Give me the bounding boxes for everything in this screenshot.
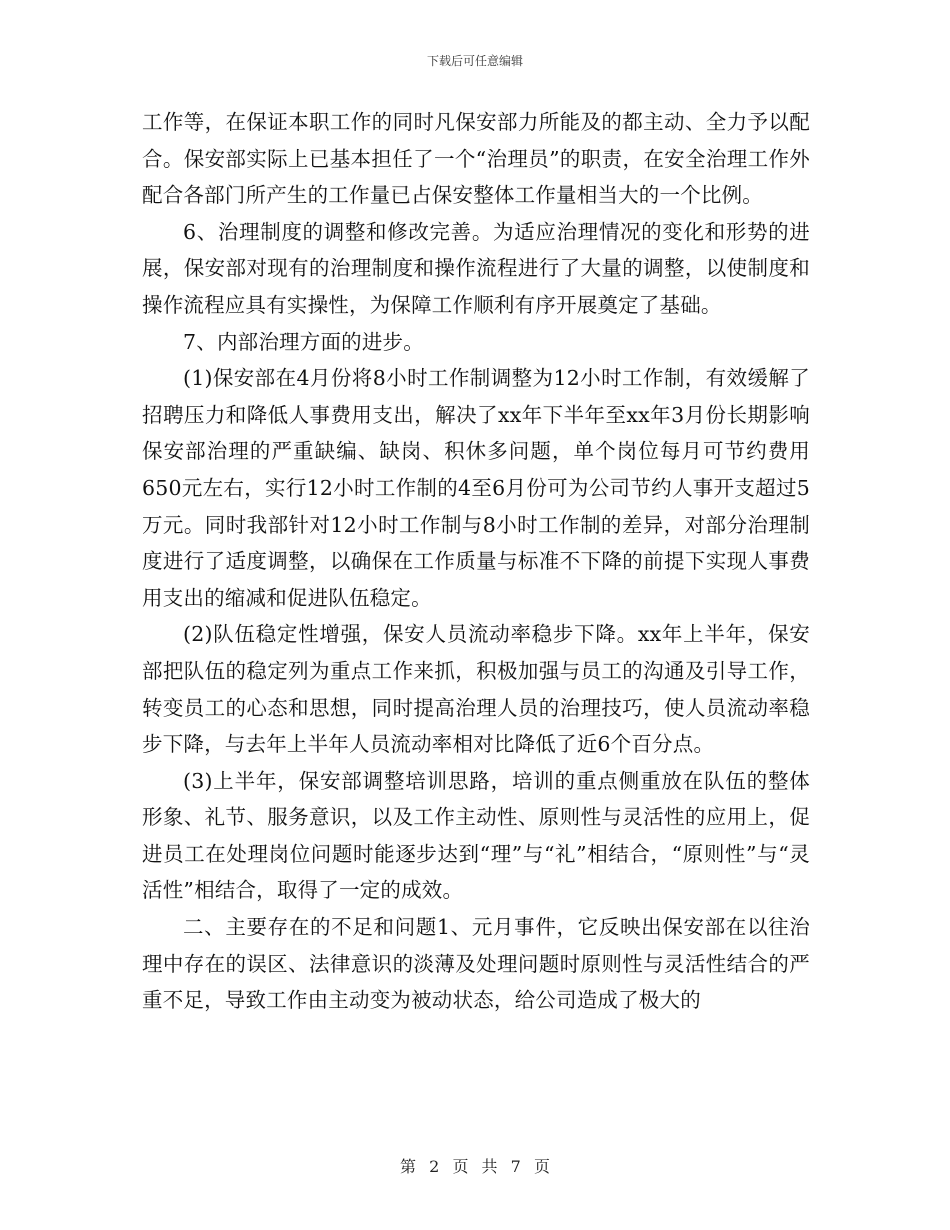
- document-body: [142, 104, 810, 1019]
- paragraph-item-2: (2)队伍稳定性增强，保安人员流动率稳步下降。xx年上半年，保安部把队伍的稳定列为重点工作来抓，积极加强与员工的沟通及引导工作，转变员工的心态和思想，同时提高治理人员的治理技巧，使人员流动率稳步下降，与去年上半年人员流动率相对比降低了近6个百分点。: [142, 622, 810, 757]
- footer-label-unit: 页: [452, 1157, 469, 1176]
- paragraph-continuation: 工作等，在保证本职工作的同时凡保安部力所能及的都主动、全力予以配合。保安部实际上已基本担任了一个“治理员”的职责，在安全治理工作外配合各部门所产生的工作量已占保安整体工作量相当大的一个比例。: [142, 110, 810, 208]
- paragraph-section-6: 6、治理制度的调整和修改完善。为适应治理情况的变化和形势的进展，保安部对现有的治理制度和操作流程进行了大量的调整，以使制度和操作流程应具有实操性，为保障工作顺利有序开展奠定了基础。: [142, 219, 810, 317]
- page-number-footer: [0, 1154, 950, 1177]
- footer-label-total: 共: [481, 1157, 498, 1176]
- footer-label-page: 第: [400, 1157, 417, 1176]
- footer-current-page: 2: [429, 1157, 440, 1176]
- page-header-note: 下载后可任意编辑: [426, 54, 523, 68]
- paragraph-section-two: 二、主要存在的不足和问题1、元月事件，它反映出保安部在以往治理中存在的误区、法律意识的淡薄及处理问题时原则性与灵活性结合的严重不足，导致工作由主动变为被动状态，给公司造成了极大的: [142, 915, 810, 1013]
- paragraph-item-1: (1)保安部在4月份将8小时工作制调整为12小时工作制，有效缓解了招聘压力和降低人事费用支出，解决了xx年下半年至xx年3月份长期影响保安部治理的严重缺编、缺岗、积休多问题，单个岗位每月可节约费用650元左右，实行12小时工作制的4至6月份可为公司节约人事开支超过5万元。同时我部针对12小时工作制与8小时工作制的差异，对部分治理制度进行了适度调整，以确保在工作质量与标准不下降的前提下实现人事费用支出的缩减和促进队伍稳定。: [142, 366, 810, 610]
- footer-label-unit-2: 页: [533, 1157, 550, 1176]
- footer-total-pages: 7: [510, 1157, 521, 1176]
- paragraph-section-7: 7、内部治理方面的进步。: [183, 329, 424, 354]
- paragraph-item-3: (3)上半年，保安部调整培训思路，培训的重点侧重放在队伍的整体形象、礼节、服务意识，以及工作主动性、原则性与灵活性的应用上，促进员工在处理岗位问题时能逐步达到“理”与“礼”相结合，“原则性”与“灵活性”相结合，取得了一定的成效。: [142, 768, 810, 903]
